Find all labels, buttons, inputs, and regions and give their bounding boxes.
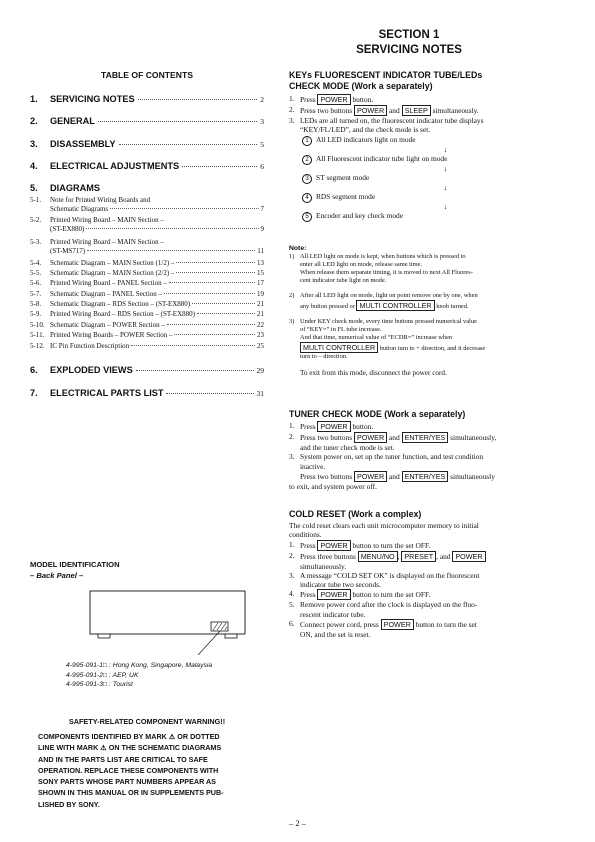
text-segment: 5-4. (30, 259, 42, 267)
text-segment: 1) (289, 253, 295, 260)
model-code: 4-995-091-1□ : Hong Kong, Singapore, Malaysia (66, 662, 213, 669)
down-arrow-icon: ↓ (443, 201, 448, 211)
text-segment: Printed Wiring Board – MAIN Section – (50, 216, 164, 224)
text-segment: 4. (30, 161, 38, 171)
power-button: POWER (354, 432, 387, 443)
text-segment: to exit, and system power off. (289, 481, 377, 491)
text-segment: 31 (256, 389, 264, 398)
text-segment: 5-2. (30, 216, 42, 224)
text-segment: OPERATION. REPLACE THESE COMPONENTS WITH (38, 765, 219, 775)
tuner-check-steps (289, 421, 529, 491)
text-segment: 23 (257, 331, 264, 339)
text-segment: 7 (260, 205, 264, 213)
text-segment: 3 (260, 117, 264, 126)
multi-controller-knob: MULTI CONTROLLER (300, 342, 378, 353)
text-segment: 7. (30, 388, 38, 398)
text-segment: 5-3. (30, 238, 42, 246)
toc-entry[interactable] (30, 94, 264, 104)
model-code-list (66, 661, 212, 690)
step-circle: 5 (302, 212, 312, 222)
text-segment: 6 (260, 162, 264, 171)
text-segment: button turn to + direction, and it decrease (379, 345, 486, 352)
text-segment: After all LED light on mode, light on point remove one by one, when (300, 292, 478, 299)
text-segment: Schematic Diagrams (50, 205, 109, 213)
text-segment: 2) (289, 292, 295, 299)
text-segment: 5 (260, 140, 264, 149)
text-segment: Schematic Diagram – MAIN Section (1/2) – (50, 259, 175, 267)
text-segment: LISHED BY SONY. (38, 799, 100, 809)
text-segment: 2. (289, 105, 295, 114)
power-button: POWER (317, 421, 350, 432)
model-id-subtitle: – Back Panel – (30, 571, 84, 580)
text-segment: 3. (289, 116, 295, 125)
text-segment: 9 (260, 225, 264, 233)
text-segment: (ST-MS717) (50, 247, 86, 255)
toc-entry (30, 183, 264, 193)
text-segment: 25 (257, 342, 264, 350)
text-segment: cent indicator tube light on mode. (300, 277, 387, 284)
safety-title: SAFETY-RELATED COMPONENT WARNING!! (68, 717, 226, 726)
text-segment: 6. (30, 365, 38, 375)
text-segment: 5-11. (30, 331, 45, 339)
text-segment: 11 (257, 247, 264, 255)
back-panel-illustration (80, 585, 260, 655)
text-segment: 5. (289, 600, 295, 610)
text-segment: 3. (289, 570, 295, 580)
text-segment: 1. (289, 421, 295, 430)
text-segment: 4. (289, 589, 295, 599)
text-segment: The cold reset clears each unit microcomputer memory to initial (289, 521, 479, 530)
text-segment: 5-7. (30, 290, 42, 298)
text-segment: Press three buttons (300, 551, 356, 561)
down-arrow-icon: ↓ (443, 144, 448, 154)
text-segment: knob turned. (436, 303, 469, 310)
text-segment: conditions. (289, 530, 322, 540)
multi-controller-knob: MULTI CONTROLLER (356, 300, 434, 311)
power-button: POWER (381, 619, 414, 630)
text-segment: When release them separate timing, it is moved to next All Fluores- (300, 269, 473, 276)
toc-subentry[interactable] (30, 331, 264, 340)
text-segment: 3. (30, 139, 38, 149)
text-segment: DIAGRAMS (50, 183, 101, 193)
text-segment: inactive. (300, 461, 326, 471)
step-circle: 4 (302, 193, 312, 203)
toc-subentry[interactable] (30, 196, 264, 214)
text-segment: 3. (289, 452, 295, 462)
text-segment: ELECTRICAL ADJUSTMENTS (50, 161, 180, 171)
text-segment: COMPONENTS IDENTIFIED BY MARK ⚠ OR DOTTED (38, 732, 220, 741)
section-title (289, 28, 529, 58)
text-segment: SERVICING NOTES (50, 94, 135, 104)
text-segment: 5-12. (30, 342, 45, 350)
toc-entry[interactable] (30, 116, 264, 126)
text-segment: 2. (30, 116, 38, 126)
text-segment: And that time, numerical value of “ECDR=” increase when (300, 334, 453, 341)
text-segment: , (397, 551, 400, 561)
step-circle: 1 (302, 136, 312, 146)
text-segment: , and (436, 551, 451, 561)
text-segment: button. (352, 95, 374, 104)
text-segment: LINE WITH MARK ⚠ ON THE SCHEMATIC DIAGRAMS (38, 743, 222, 753)
text-segment: Press two buttons (300, 471, 353, 481)
power-button: POWER (317, 589, 350, 600)
text-segment: 1. (30, 94, 38, 104)
text-segment: Schematic Diagram – PANEL Section – (50, 290, 163, 298)
model-id-title: MODEL IDENTIFICATION (30, 560, 120, 569)
cold-reset-title: COLD RESET (Work a complex) (289, 509, 422, 519)
text-segment: ELECTRICAL PARTS LIST (50, 388, 164, 398)
text-segment: 5-8. (30, 300, 42, 308)
text-segment: simultaneously. (300, 561, 347, 571)
text-segment: ON, and the set is reset. (300, 630, 371, 640)
text-segment: Schematic Diagram – RDS Section – (ST-EX880) (50, 300, 191, 308)
toc-subentry[interactable] (30, 269, 264, 278)
toc-subentry[interactable] (30, 216, 264, 234)
text-segment: 2. (289, 550, 295, 560)
text-segment: SHOWN IN THIS MANUAL OR IN SUPPLEMENTS PUB- (38, 788, 224, 798)
preset-button: PRESET (401, 551, 436, 562)
toc-subentry[interactable] (30, 259, 264, 268)
text-segment: rescent indicator tube. (300, 609, 366, 619)
text-segment: All LED light on mode is kept, when buttons which is pressed to (300, 253, 466, 260)
text-segment: Under KEY check mode, every time buttons pressed numerical value (300, 318, 477, 325)
text-segment: Press (300, 95, 316, 104)
text-segment: AND IN THE PARTS LIST ARE CRITICAL TO SAFE (38, 754, 208, 764)
sleep-button: SLEEP (402, 105, 431, 116)
text-segment: any button pressed or (300, 303, 355, 310)
safety-text (38, 731, 264, 810)
text-segment: and (389, 433, 400, 442)
text-segment: 21 (257, 300, 264, 308)
text-segment: 6. (289, 619, 295, 629)
toc-entry[interactable] (30, 365, 264, 375)
text-segment: Note for Printed Wiring Boards and (50, 196, 151, 204)
toc-entry[interactable] (30, 388, 264, 398)
text-segment: 5-6. (30, 279, 42, 287)
toc-subentry[interactable] (30, 279, 264, 288)
text-segment: simultaneously (450, 471, 495, 481)
text-segment: A message “COLD SET OK” is displayed on the fluorescent (300, 570, 480, 580)
toc-subentry[interactable] (30, 290, 264, 299)
text-segment: Press (300, 422, 316, 431)
step-circle: 3 (302, 174, 312, 184)
toc-subentry[interactable] (30, 310, 264, 319)
text-segment: DISASSEMBLY (50, 139, 116, 149)
toc-subentry[interactable] (30, 300, 264, 309)
text-segment: To exit from this mode, disconnect the power cord. (300, 369, 447, 377)
text-segment: Printed Wiring Boards – POWER Section – (50, 331, 173, 339)
text-segment: GENERAL (50, 116, 95, 126)
keys-notes (289, 245, 529, 377)
text-segment: button to turn the set (415, 620, 477, 630)
tuner-check-title: TUNER CHECK MODE (Work a separately) (289, 409, 466, 419)
cold-reset-steps (289, 521, 529, 639)
text-segment: button to turn the set OFF. (352, 540, 431, 550)
text-segment: Schematic Diagram – POWER Section – (50, 321, 165, 329)
text-segment: Note: (289, 245, 307, 252)
section-name: SERVICING NOTES (356, 44, 462, 56)
enter-yes-button: ENTER/YES (402, 432, 449, 443)
text-segment: 5. (30, 183, 38, 193)
text-segment: Press two buttons (300, 433, 353, 442)
power-button: POWER (317, 540, 350, 551)
toc-entry[interactable] (30, 161, 264, 171)
model-code: 4-995-091-3□ : Tourist (66, 681, 133, 688)
text-segment: simultaneously. (432, 106, 479, 115)
text-segment: of “KEY=” in FL tube increase. (300, 326, 382, 333)
text-segment: Printed Wiring Board – RDS Section – (ST-EX880) (50, 310, 195, 318)
text-segment: System power on, set up the tuner function, and test condition (300, 452, 484, 462)
toc-subentry[interactable] (30, 321, 264, 330)
text-segment: button to turn the set OFF. (352, 590, 431, 600)
power-button: POWER (354, 471, 387, 482)
text-segment: enter all LED light on mode, release same time. (300, 261, 423, 268)
text-segment: indicator tube two seconds. (300, 580, 381, 590)
text-segment: IC Pin Function Description (50, 342, 130, 350)
text-segment: 13 (257, 259, 264, 267)
text-segment: 5-10. (30, 321, 45, 329)
text-segment: (ST-EX880) (50, 225, 85, 233)
model-code: 4-995-091-2□ : AEP, UK (66, 671, 139, 679)
text-segment: Printed Wiring Board – MAIN Section – (50, 238, 164, 246)
text-segment: CHECK MODE (Work a separately) (289, 81, 433, 91)
text-segment: Remove power cord after the clock is displayed on the fluo- (300, 600, 478, 610)
text-segment: SONY PARTS WHOSE PART NUMBERS APPEAR AS (38, 777, 216, 787)
text-segment: 15 (257, 269, 264, 277)
text-segment: Schematic Diagram – MAIN Section (2/2) – (50, 269, 175, 277)
text-segment: simultaneously, (450, 433, 497, 442)
text-segment: KEYs FLUORESCENT INDICATOR TUBE/LEDs (289, 70, 483, 80)
text-segment: Press (300, 540, 316, 550)
text-segment: 1. (289, 94, 295, 103)
text-segment: 17 (257, 279, 264, 287)
section-number: SECTION 1 (378, 29, 440, 41)
text-segment: All Fluorescent indicator tube light on mode (316, 153, 448, 163)
power-button: POWER (354, 105, 387, 116)
text-segment: All LED indicators light on mode (316, 134, 416, 144)
text-segment: and (389, 106, 400, 115)
text-segment: 2 (260, 95, 264, 104)
text-segment: 1. (289, 539, 295, 549)
text-segment: Connect power cord, press (300, 620, 379, 630)
enter-yes-button: ENTER/YES (402, 471, 449, 482)
text-segment: 3) (289, 318, 295, 325)
text-segment: button. (352, 422, 374, 431)
text-segment: ST segment mode (316, 172, 370, 182)
text-segment: 5-1. (30, 196, 42, 204)
text-segment: Printed Wiring Board – PANEL Section – (50, 279, 167, 287)
keys-check-steps (289, 94, 529, 222)
text-segment: 29 (256, 366, 264, 375)
text-segment: turn to – direction. (300, 353, 348, 360)
text-segment: 22 (257, 321, 264, 329)
menu-no-button: MENU/NO (358, 551, 398, 562)
page-number: – 2 – (289, 818, 306, 828)
text-segment: 19 (257, 290, 264, 298)
text-segment: and the tuner check mode is set. (300, 443, 395, 452)
text-segment: 2. (289, 432, 295, 441)
text-segment: 21 (257, 310, 264, 318)
power-button: POWER (452, 551, 485, 562)
text-segment: EXPLODED VIEWS (50, 365, 133, 375)
down-arrow-icon: ↓ (443, 182, 448, 192)
toc-entry[interactable] (30, 139, 264, 149)
down-arrow-icon: ↓ (443, 163, 448, 173)
text-segment: 5-5. (30, 269, 42, 277)
power-button: POWER (317, 94, 350, 105)
text-segment: RDS segment mode (316, 191, 376, 201)
text-segment: 5-9. (30, 310, 42, 318)
step-circle: 2 (302, 155, 312, 165)
keys-check-title (289, 70, 529, 92)
text-segment: “KEY/FL/LED”, and the check mode is set. (300, 125, 431, 135)
toc-subentry[interactable] (30, 342, 264, 351)
toc-title: TABLE OF CONTENTS (101, 70, 193, 80)
text-segment: Press two buttons (300, 106, 353, 115)
text-segment: Encoder and key check mode (316, 210, 404, 220)
text-segment: and (389, 471, 400, 481)
text-segment: Press (300, 590, 316, 600)
text-segment: LEDs are all turned on, the fluorescent indicator tube displays (300, 116, 484, 125)
toc-subentry[interactable] (30, 238, 264, 256)
